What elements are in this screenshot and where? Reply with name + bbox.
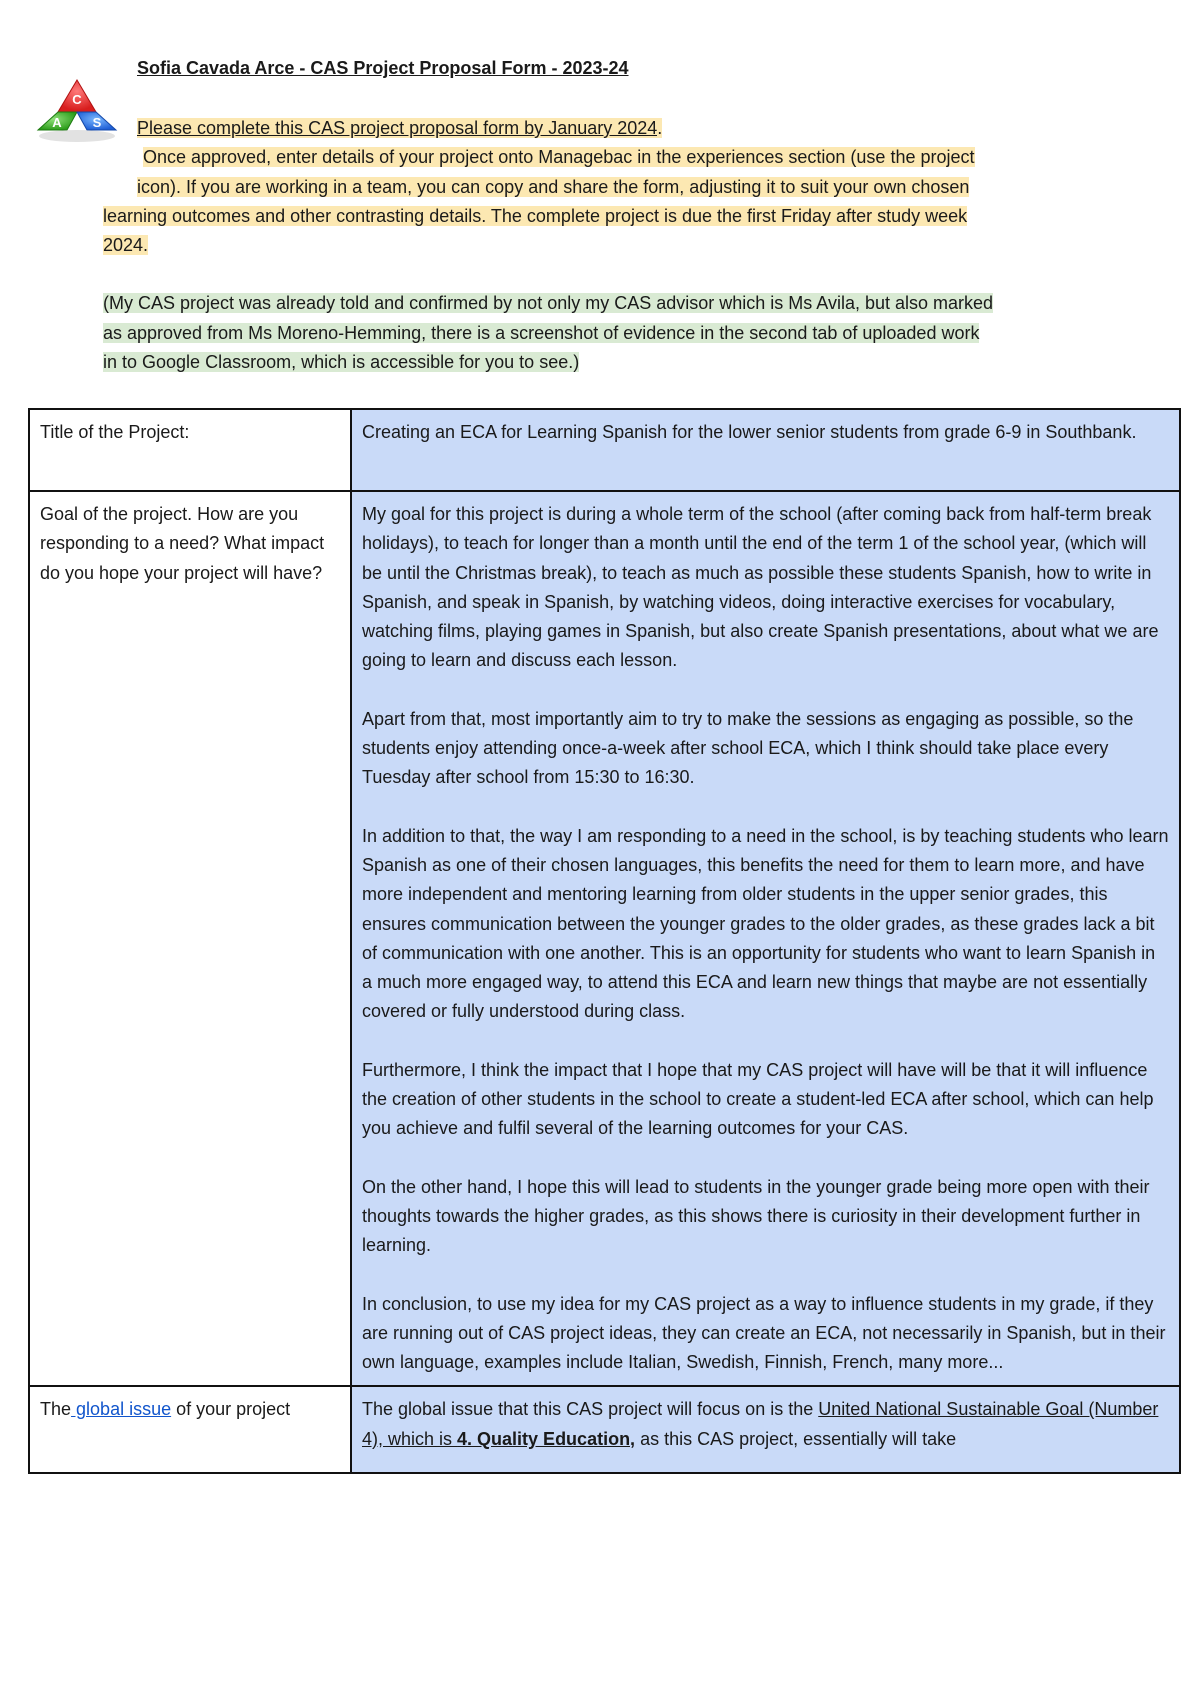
- global-issue-value: [351, 1386, 1180, 1473]
- quality-education: 4. Quality Education,: [457, 1428, 636, 1449]
- goal-paragraph: My goal for this project is during a whole term of the school (after coming back from half-term break holidays), to teach for longer than a month until the end of the term 1 of the school year, (which will be until the Christmas break), to teach as much as possible these students Spanish, how to write in Spanish, and speak in Spanish, by watching videos, doing interactive exercises for vocabulary, watching films, playing games in Spanish, but also create Spanish presentations, about what we are going to learn and discuss each lesson.: [362, 504, 1159, 671]
- global-issue-text-pre: The global issue that this CAS project will focus on is the: [362, 1399, 819, 1420]
- instruction-line-4: 2024.: [103, 235, 149, 256]
- proposal-table: [28, 408, 1181, 1474]
- goal-paragraph: On the other hand, I hope this will lead to students in the younger grade being more open with their thoughts towards the higher grades, as this shows there is curiosity in their development further in learning.: [362, 1176, 1150, 1256]
- global-issue-label-post: of your project: [171, 1399, 291, 1420]
- logo-letter-a: A: [52, 115, 62, 130]
- title-value: Creating an ECA for Learning Spanish for the lower senior students from grade 6-9 in Southbank.: [351, 409, 1180, 491]
- instruction-line-1: Once approved, enter details of your project onto Managebac in the experiences section (use the project: [143, 147, 975, 168]
- global-issue-label: [29, 1386, 351, 1473]
- goal-label: Goal of the project. How are you responding to a need? What impact do you hope your project will have?: [29, 491, 351, 1386]
- approval-note-line-2: as approved from Ms Moreno-Hemming, there is a screenshot of evidence in the second tab of uploaded work: [103, 322, 980, 343]
- goal-paragraph: In addition to that, the way I am responding to a need in the school, is by teaching students who learn Spanish as one of their chosen languages, this benefits the need for them to learn more, and have more independent and mentoring learning from older students in the upper senior grades, this ensures communication between the younger grades to the older grades, as these grades lack a bit of communication with one another. This is an opportunity for students who want to learn Spanish in a much more engaged way, to attend this ECA and learn new things that maybe are not essentially covered or fully understood during class.: [362, 825, 1169, 1022]
- goal-paragraph: Furthermore, I think the impact that I hope that my CAS project will have will be that it will influence the creation of other students in the school to create a student-led ECA after school, which can help you achieve and fulfil several of the learning outcomes for your CAS.: [362, 1059, 1154, 1139]
- table-row: [29, 491, 1180, 1386]
- intro-section: Please complete this CAS project proposal form by January 2024. Once approved, enter details of your project onto Managebac in the experiences section (use the project icon). If you are working in a team, you can copy and share the form, adjusting it to suit your own chosen learning outcomes and other contrasting details. The complete project is due the first Friday after study week 2024. (My CAS project was already told and confirmed by not only my CAS advisor which is Ms Avila, but also marked as approved from Ms Moreno-Hemming, there is a screenshot of evidence in the second tab of uploaded work in to Google Classroom, which is accessible for you to see.): [103, 118, 994, 373]
- goal-value: [351, 491, 1180, 1386]
- logo-letter-s: S: [92, 115, 102, 130]
- instruction-line-3: learning outcomes and other contrasting details. The complete project is due the first Friday after study week: [103, 205, 968, 226]
- global-issue-link[interactable]: global issue: [71, 1399, 172, 1420]
- global-issue-label-pre: The: [40, 1399, 72, 1420]
- goal-paragraph: Apart from that, most importantly aim to try to make the sessions as engaging as possible, so the students enjoy attending once-a-week after school ECA, which I think should take place every Tuesday after school from 15:30 to 16:30.: [362, 708, 1134, 788]
- goal-paragraph: In conclusion, to use my idea for my CAS project as a way to influence students in my grade, if they are running out of CAS project ideas, they can create an ECA, not necessarily in Spanish, but in their own language, examples include Italian, Swedish, Finnish, French, many more...: [362, 1293, 1166, 1373]
- logo-letter-c: C: [72, 92, 82, 107]
- title-label: Title of the Project:: [29, 409, 351, 491]
- table-row: [29, 409, 1180, 491]
- sdg-reference: United National Sustainable Goal (Number 4), which is: [362, 1399, 1159, 1449]
- deadline-text: Please complete this CAS project proposal form by January 2024: [137, 118, 658, 138]
- instruction-line-2: icon). If you are working in a team, you can copy and share the form, adjusting it to suit your own chosen: [137, 176, 970, 197]
- approval-note-line-1: (My CAS project was already told and confirmed by not only my CAS advisor which is Ms Avila, but also marked: [103, 293, 994, 314]
- approval-note-line-3: in to Google Classroom, which is accessible for you to see.): [103, 352, 580, 373]
- document-title: Sofia Cavada Arce - CAS Project Proposal Form - 2023-24: [137, 58, 629, 78]
- global-issue-text-post: as this CAS project, essentially will take: [635, 1428, 957, 1449]
- table-row: [29, 1386, 1180, 1473]
